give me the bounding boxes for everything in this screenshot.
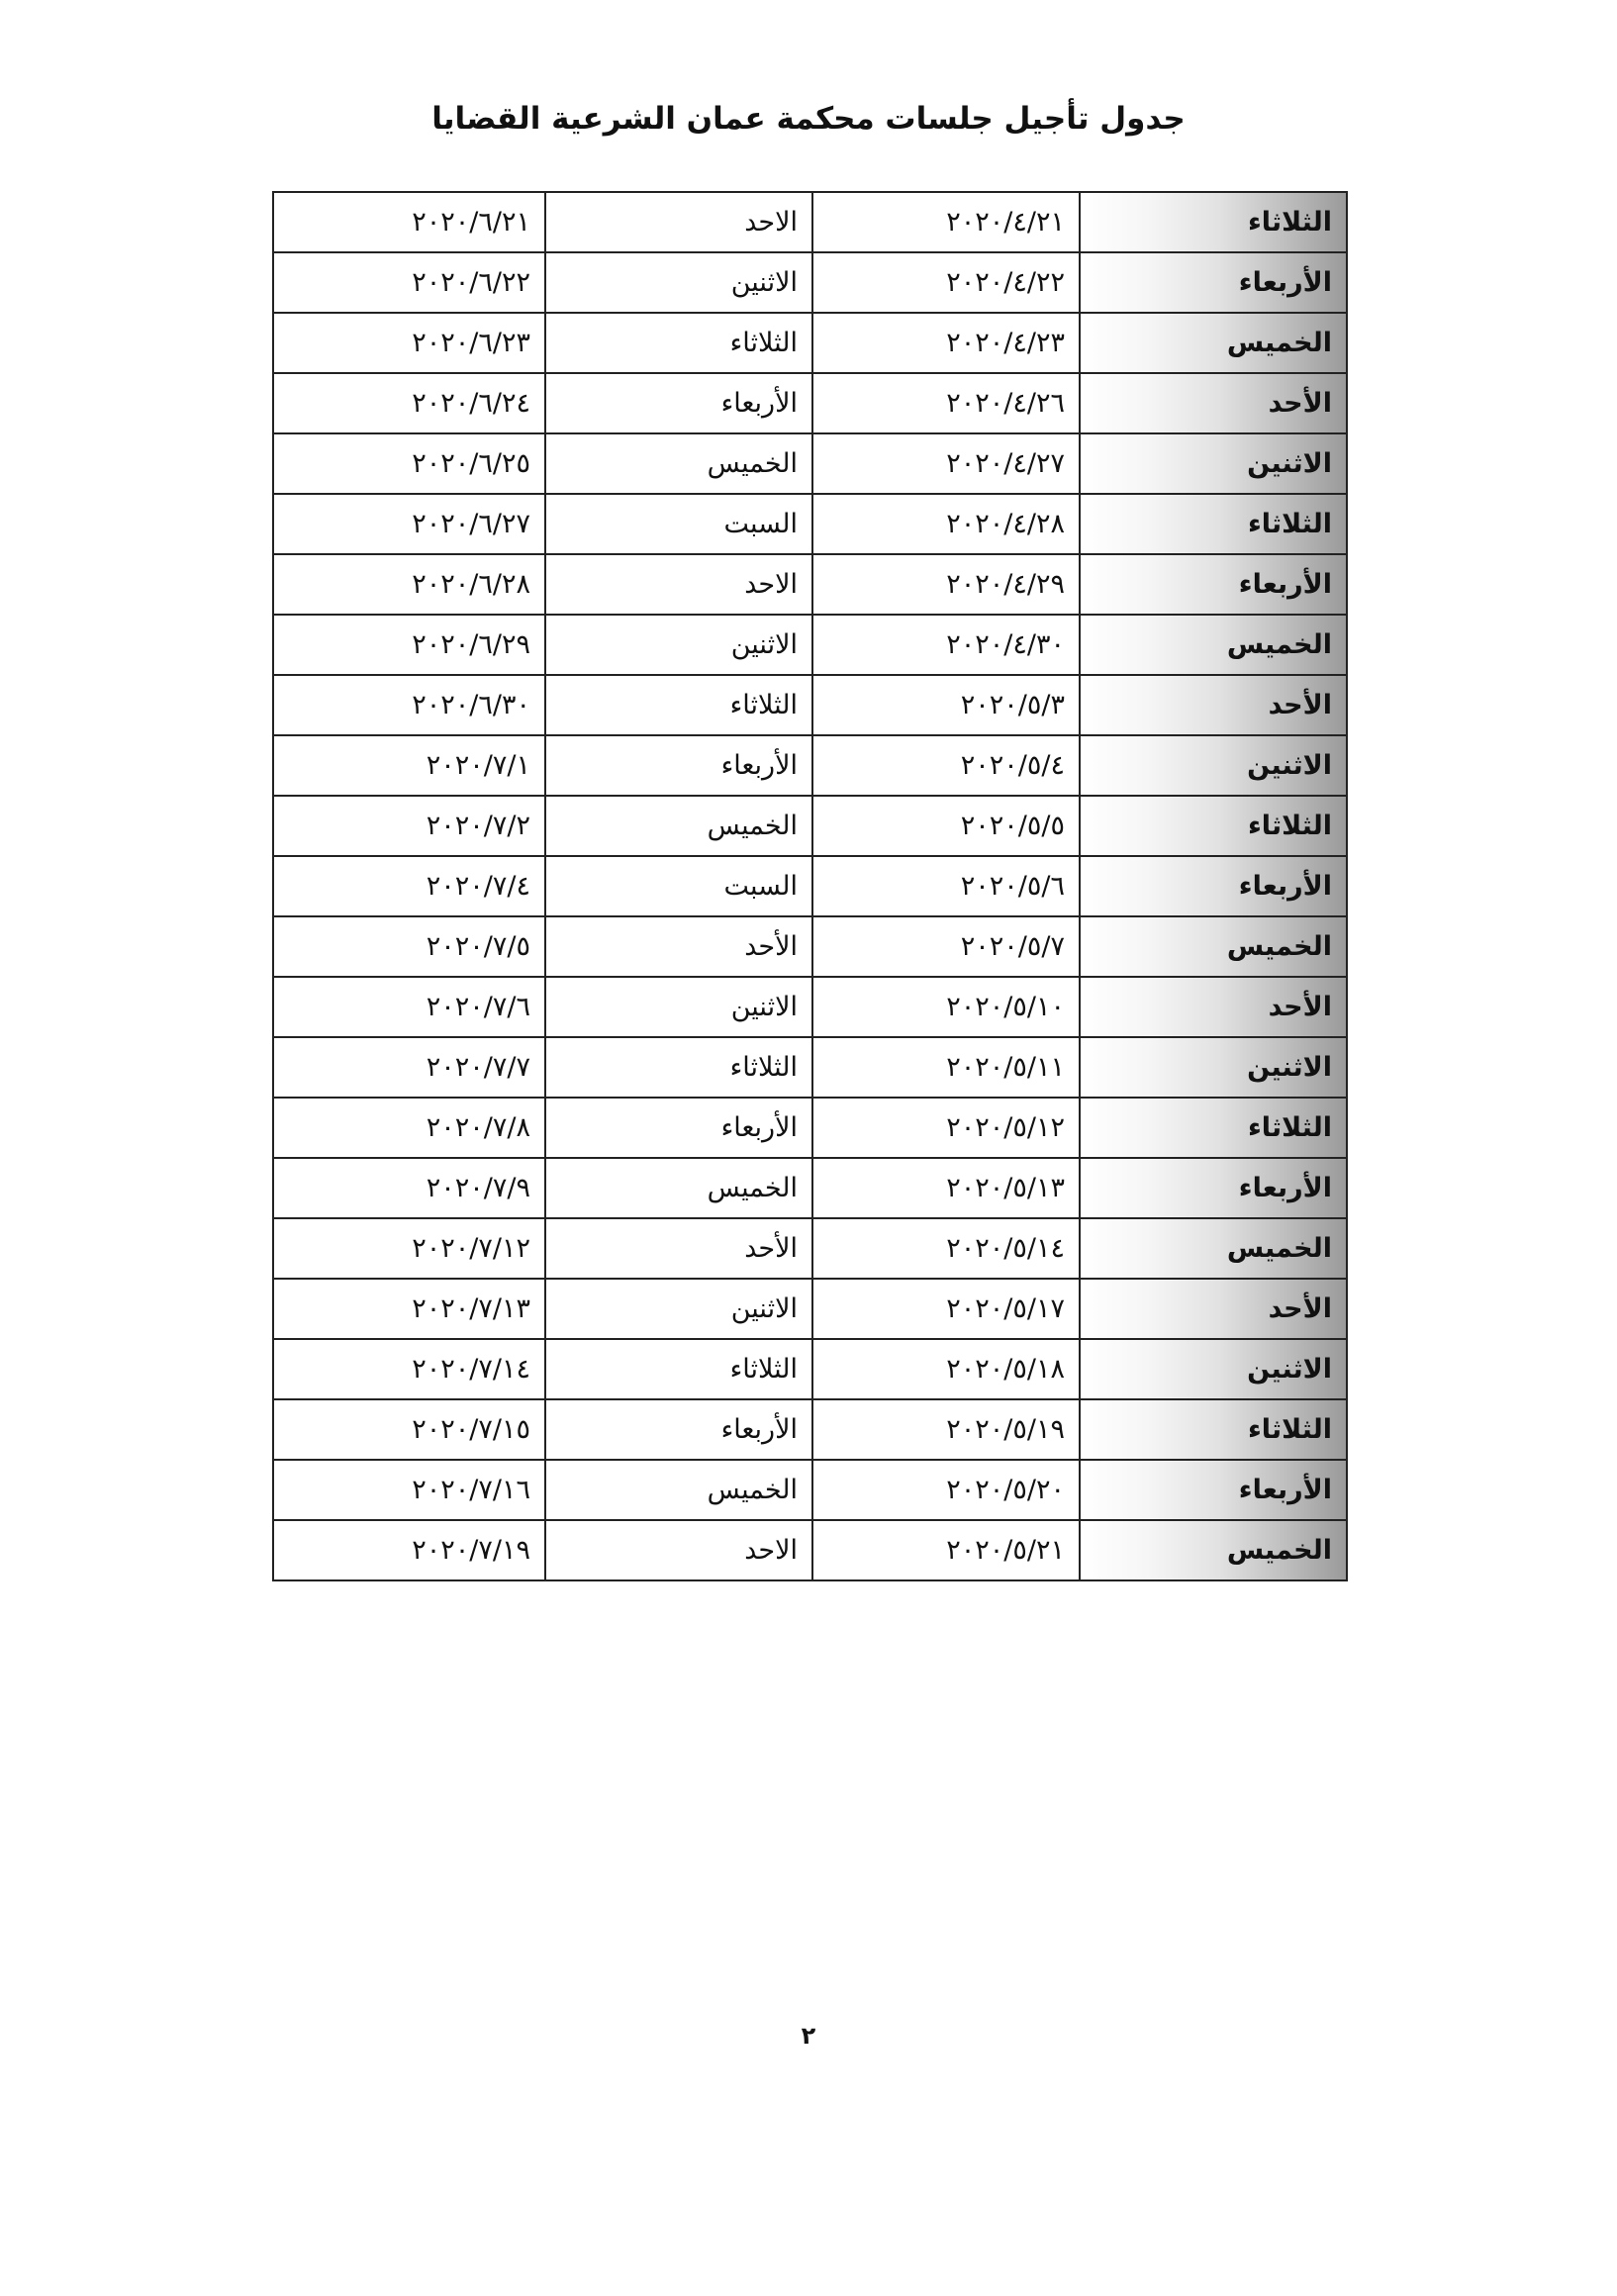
new-day-cell: الاحد (545, 1520, 812, 1580)
original-day-cell: الأربعاء (1080, 554, 1347, 615)
original-date-cell: ٢٠٢٠/٤/٣٠ (812, 615, 1080, 675)
table-row (273, 313, 1347, 373)
table-row (273, 675, 1347, 735)
original-day-cell: الأحد (1080, 1279, 1347, 1339)
new-date-cell: ٢٠٢٠/٦/٢٢ (273, 252, 545, 313)
original-date-cell: ٢٠٢٠/٥/١١ (812, 1037, 1080, 1098)
table-row (273, 796, 1347, 856)
new-date-cell: ٢٠٢٠/٦/٢٤ (273, 373, 545, 433)
table-row (273, 735, 1347, 796)
original-day-cell: الأربعاء (1080, 252, 1347, 313)
new-date-cell: ٢٠٢٠/٧/١ (273, 735, 545, 796)
original-day-cell: الخميس (1080, 615, 1347, 675)
original-date-cell: ٢٠٢٠/٤/٢٢ (812, 252, 1080, 313)
new-date-cell: ٢٠٢٠/٧/٤ (273, 856, 545, 916)
original-day-cell: الأحد (1080, 675, 1347, 735)
original-date-cell: ٢٠٢٠/٤/٢١ (812, 192, 1080, 252)
table-row (273, 1218, 1347, 1279)
new-day-cell: السبت (545, 494, 812, 554)
new-day-cell: الخميس (545, 1460, 812, 1520)
new-date-cell: ٢٠٢٠/٦/٣٠ (273, 675, 545, 735)
new-date-cell: ٢٠٢٠/٦/٢٩ (273, 615, 545, 675)
original-date-cell: ٢٠٢٠/٤/٢٧ (812, 433, 1080, 494)
original-date-cell: ٢٠٢٠/٥/٣ (812, 675, 1080, 735)
original-date-cell: ٢٠٢٠/٥/١٠ (812, 977, 1080, 1037)
table-row (273, 554, 1347, 615)
new-date-cell: ٢٠٢٠/٦/٢٣ (273, 313, 545, 373)
new-day-cell: الثلاثاء (545, 1339, 812, 1399)
new-day-cell: الخميس (545, 1158, 812, 1218)
new-day-cell: الأحد (545, 916, 812, 977)
new-day-cell: الخميس (545, 796, 812, 856)
original-day-cell: الخميس (1080, 313, 1347, 373)
original-date-cell: ٢٠٢٠/٥/٥ (812, 796, 1080, 856)
original-date-cell: ٢٠٢٠/٥/٦ (812, 856, 1080, 916)
table-row (273, 1158, 1347, 1218)
original-day-cell: الأربعاء (1080, 1158, 1347, 1218)
page-title: جدول تأجيل جلسات محكمة عمان الشرعية القضايا (431, 101, 1186, 137)
table-row (273, 1339, 1347, 1399)
table-row (273, 494, 1347, 554)
new-date-cell: ٢٠٢٠/٧/١٢ (273, 1218, 545, 1279)
new-date-cell: ٢٠٢٠/٧/٥ (273, 916, 545, 977)
table-row (273, 615, 1347, 675)
original-day-cell: الأربعاء (1080, 1460, 1347, 1520)
original-day-cell: الثلاثاء (1080, 796, 1347, 856)
original-day-cell: الخميس (1080, 1218, 1347, 1279)
new-day-cell: الاثنين (545, 1279, 812, 1339)
original-day-cell: الأحد (1080, 977, 1347, 1037)
new-date-cell: ٢٠٢٠/٧/١٩ (273, 1520, 545, 1580)
table-row (273, 977, 1347, 1037)
new-day-cell: الاثنين (545, 615, 812, 675)
schedule-table-body (273, 192, 1347, 1580)
new-date-cell: ٢٠٢٠/٧/١٣ (273, 1279, 545, 1339)
table-row (273, 192, 1347, 252)
new-day-cell: الاحد (545, 192, 812, 252)
original-date-cell: ٢٠٢٠/٥/١٧ (812, 1279, 1080, 1339)
new-date-cell: ٢٠٢٠/٦/٢١ (273, 192, 545, 252)
new-date-cell: ٢٠٢٠/٦/٢٧ (273, 494, 545, 554)
table-row (273, 916, 1347, 977)
original-date-cell: ٢٠٢٠/٥/١٨ (812, 1339, 1080, 1399)
new-date-cell: ٢٠٢٠/٧/٧ (273, 1037, 545, 1098)
original-date-cell: ٢٠٢٠/٥/٧ (812, 916, 1080, 977)
new-date-cell: ٢٠٢٠/٦/٢٥ (273, 433, 545, 494)
table-row (273, 1098, 1347, 1158)
new-day-cell: الثلاثاء (545, 313, 812, 373)
table-row (273, 433, 1347, 494)
original-date-cell: ٢٠٢٠/٥/٢٠ (812, 1460, 1080, 1520)
new-day-cell: الأربعاء (545, 735, 812, 796)
table-row (273, 1520, 1347, 1580)
original-date-cell: ٢٠٢٠/٥/١٣ (812, 1158, 1080, 1218)
table-row (273, 373, 1347, 433)
original-date-cell: ٢٠٢٠/٥/١٤ (812, 1218, 1080, 1279)
new-day-cell: الأربعاء (545, 373, 812, 433)
table-row (273, 1460, 1347, 1520)
original-date-cell: ٢٠٢٠/٥/١٩ (812, 1399, 1080, 1460)
new-day-cell: الأربعاء (545, 1098, 812, 1158)
new-date-cell: ٢٠٢٠/٦/٢٨ (273, 554, 545, 615)
original-day-cell: الاثنين (1080, 1037, 1347, 1098)
table-row (273, 856, 1347, 916)
original-day-cell: الأربعاء (1080, 856, 1347, 916)
new-day-cell: الاثنين (545, 977, 812, 1037)
new-date-cell: ٢٠٢٠/٧/٩ (273, 1158, 545, 1218)
table-row (273, 1279, 1347, 1339)
new-day-cell: الاثنين (545, 252, 812, 313)
original-day-cell: الخميس (1080, 916, 1347, 977)
original-date-cell: ٢٠٢٠/٥/٢١ (812, 1520, 1080, 1580)
table-row (273, 1399, 1347, 1460)
original-date-cell: ٢٠٢٠/٤/٢٩ (812, 554, 1080, 615)
new-day-cell: الأحد (545, 1218, 812, 1279)
new-day-cell: السبت (545, 856, 812, 916)
original-day-cell: الأحد (1080, 373, 1347, 433)
original-day-cell: الثلاثاء (1080, 192, 1347, 252)
new-day-cell: الخميس (545, 433, 812, 494)
new-date-cell: ٢٠٢٠/٧/١٦ (273, 1460, 545, 1520)
original-date-cell: ٢٠٢٠/٥/١٢ (812, 1098, 1080, 1158)
table-row (273, 1037, 1347, 1098)
new-date-cell: ٢٠٢٠/٧/١٥ (273, 1399, 545, 1460)
new-date-cell: ٢٠٢٠/٧/٦ (273, 977, 545, 1037)
new-date-cell: ٢٠٢٠/٧/٢ (273, 796, 545, 856)
original-date-cell: ٢٠٢٠/٤/٢٣ (812, 313, 1080, 373)
table-row (273, 252, 1347, 313)
original-date-cell: ٢٠٢٠/٥/٤ (812, 735, 1080, 796)
original-date-cell: ٢٠٢٠/٤/٢٨ (812, 494, 1080, 554)
original-date-cell: ٢٠٢٠/٤/٢٦ (812, 373, 1080, 433)
original-day-cell: الاثنين (1080, 1339, 1347, 1399)
adjournment-schedule-table (272, 191, 1348, 1581)
page-number: ٢ (801, 2022, 816, 2050)
original-day-cell: الثلاثاء (1080, 1098, 1347, 1158)
new-day-cell: الاحد (545, 554, 812, 615)
original-day-cell: الاثنين (1080, 735, 1347, 796)
original-day-cell: الثلاثاء (1080, 1399, 1347, 1460)
new-date-cell: ٢٠٢٠/٧/١٤ (273, 1339, 545, 1399)
original-day-cell: الخميس (1080, 1520, 1347, 1580)
new-day-cell: الأربعاء (545, 1399, 812, 1460)
original-day-cell: الاثنين (1080, 433, 1347, 494)
new-day-cell: الثلاثاء (545, 675, 812, 735)
new-day-cell: الثلاثاء (545, 1037, 812, 1098)
new-date-cell: ٢٠٢٠/٧/٨ (273, 1098, 545, 1158)
original-day-cell: الثلاثاء (1080, 494, 1347, 554)
